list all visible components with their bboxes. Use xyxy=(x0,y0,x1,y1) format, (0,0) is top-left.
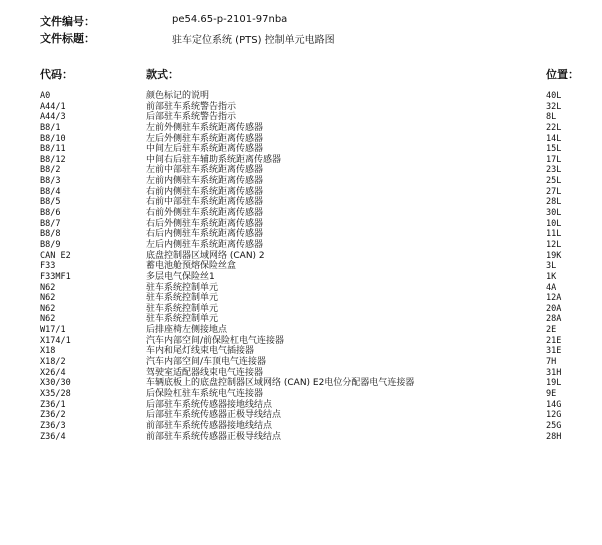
row-style: 后保险杠驻车系统电气连接器 xyxy=(146,388,264,399)
row-style: 汽车内部空间/前保险杠电气连接器 xyxy=(146,335,285,346)
table-row xyxy=(0,208,602,219)
row-position: 25G xyxy=(546,420,562,431)
row-style: 后排座椅左侧接地点 xyxy=(146,325,228,336)
table-row xyxy=(0,112,602,123)
row-style: 右前外侧驻车系统距离传感器 xyxy=(146,208,264,219)
row-position: 14L xyxy=(546,133,562,144)
row-position: 2E xyxy=(546,325,557,336)
row-position: 7H xyxy=(546,357,557,368)
table-row xyxy=(0,187,602,198)
row-code: B8/5 xyxy=(40,197,61,208)
row-position: 17L xyxy=(546,154,562,165)
row-code: B8/2 xyxy=(40,165,61,176)
row-style: 蓄电池舱预熔保险丝盒 xyxy=(146,261,237,272)
row-position: 32L xyxy=(546,101,562,112)
row-position: 19L xyxy=(546,378,562,389)
row-code: B8/4 xyxy=(40,186,61,197)
row-style: 右前中部驻车系统距离传感器 xyxy=(146,197,264,208)
row-style: 左后外侧驻车系统距离传感器 xyxy=(146,133,264,144)
row-style: 后部驻车系统传感器接地线结点 xyxy=(146,399,273,410)
row-code: F33MF1 xyxy=(40,271,71,282)
doc-title-label: 文件标题： xyxy=(40,32,95,45)
row-code: X18/2 xyxy=(40,357,66,368)
row-position: 19K xyxy=(546,250,562,261)
row-code: X174/1 xyxy=(40,335,71,346)
row-code: A0 xyxy=(40,91,51,101)
table-row xyxy=(0,421,602,432)
row-style: 左前中部驻车系统距离传感器 xyxy=(146,165,264,176)
row-code: A44/3 xyxy=(40,112,66,123)
row-position: 31E xyxy=(546,346,562,357)
header-style: 款式： xyxy=(146,68,179,81)
row-style: 驾驶室适配器线束电气连接器 xyxy=(146,367,264,378)
row-position: 28A xyxy=(546,314,562,325)
row-style: 右后内侧驻车系统距离传感器 xyxy=(146,229,264,240)
row-style: 驻车系统控制单元 xyxy=(146,282,219,293)
row-style: 右前内侧驻车系统距离传感器 xyxy=(146,186,264,197)
table-row xyxy=(0,165,602,176)
table-row xyxy=(0,134,602,145)
header-position: 位置： xyxy=(546,68,579,81)
row-position: 8L xyxy=(546,112,557,123)
row-style: 后部驻车系统警告指示 xyxy=(146,112,237,123)
row-style: 前部驻车系统传感器正极导线结点 xyxy=(146,431,282,442)
doc-number-row xyxy=(40,13,95,29)
row-position: 10L xyxy=(546,218,562,229)
row-style: 驻车系统控制单元 xyxy=(146,303,219,314)
row-code: Z36/2 xyxy=(40,410,66,421)
table-row xyxy=(0,346,602,357)
table-row xyxy=(0,102,602,113)
row-style: 左后内侧驻车系统距离传感器 xyxy=(146,239,264,250)
table-row xyxy=(0,410,602,421)
row-position: 12L xyxy=(546,239,562,250)
row-code: X26/4 xyxy=(40,367,66,378)
row-code: N62 xyxy=(40,293,56,304)
table-row xyxy=(0,283,602,294)
row-style: 驻车系统控制单元 xyxy=(146,314,219,325)
row-style: 中间右后驻车辅助系统距离传感器 xyxy=(146,154,282,165)
row-position: 20A xyxy=(546,303,562,314)
row-position: 28H xyxy=(546,431,562,442)
table-row xyxy=(0,144,602,155)
table-row xyxy=(0,229,602,240)
row-position: 25L xyxy=(546,176,562,187)
row-code: B8/10 xyxy=(40,133,66,144)
row-code: B8/3 xyxy=(40,176,61,187)
table-row xyxy=(0,240,602,251)
table-row xyxy=(0,314,602,325)
row-code: B8/7 xyxy=(40,218,61,229)
row-code: B8/11 xyxy=(40,144,66,155)
table-row xyxy=(0,357,602,368)
row-position: 30L xyxy=(546,208,562,219)
row-code: Z36/4 xyxy=(40,431,66,442)
row-code: B8/6 xyxy=(40,208,61,219)
table-row xyxy=(0,261,602,272)
table-row xyxy=(0,91,602,102)
row-style: 左前内侧驻车系统距离传感器 xyxy=(146,176,264,187)
row-code: W17/1 xyxy=(40,325,66,336)
table-row xyxy=(0,304,602,315)
table-row xyxy=(0,197,602,208)
row-code: CAN E2 xyxy=(40,250,71,261)
component-table xyxy=(0,91,602,442)
row-style: 驻车系统控制单元 xyxy=(146,293,219,304)
row-position: 21E xyxy=(546,335,562,346)
row-position: 22L xyxy=(546,122,562,133)
row-code: X18 xyxy=(40,346,56,357)
row-position: 4A xyxy=(546,282,557,293)
row-position: 9E xyxy=(546,388,557,399)
row-style: 多层电气保险丝1 xyxy=(146,271,215,282)
row-style: 中间左后驻车系统距离传感器 xyxy=(146,144,264,155)
row-style: 车辆底板上的底盘控制器区域网络 (CAN) E2电位分配器电气连接器 xyxy=(146,378,415,389)
row-code: N62 xyxy=(40,282,56,293)
table-row xyxy=(0,293,602,304)
row-style: 底盘控制器区域网络 (CAN) 2 xyxy=(146,250,265,261)
table-row xyxy=(0,251,602,262)
row-position: 23L xyxy=(546,165,562,176)
table-row xyxy=(0,336,602,347)
table-row xyxy=(0,325,602,336)
row-style: 汽车内部空间/车顶电气连接器 xyxy=(146,357,267,368)
row-style: 车内和尾灯线束电气插接器 xyxy=(146,346,255,357)
row-code: Z36/1 xyxy=(40,399,66,410)
table-row xyxy=(0,400,602,411)
row-position: 15L xyxy=(546,144,562,155)
row-position: 40L xyxy=(546,91,562,101)
table-row xyxy=(0,123,602,134)
header-code: 代码： xyxy=(40,68,73,81)
doc-title-value: 驻车定位系统 (PTS) 控制单元电路图 xyxy=(172,35,335,46)
doc-number-label: 文件编号： xyxy=(40,15,95,28)
row-code: A44/1 xyxy=(40,101,66,112)
doc-title-row xyxy=(40,30,95,46)
row-position: 12A xyxy=(546,293,562,304)
row-code: N62 xyxy=(40,314,56,325)
row-position: 31H xyxy=(546,367,562,378)
table-row xyxy=(0,155,602,166)
row-position: 14G xyxy=(546,399,562,410)
row-position: 28L xyxy=(546,197,562,208)
row-position: 27L xyxy=(546,186,562,197)
row-code: B8/1 xyxy=(40,122,61,133)
row-code: B8/8 xyxy=(40,229,61,240)
row-style: 前部驻车系统警告指示 xyxy=(146,101,237,112)
table-row xyxy=(0,176,602,187)
row-code: B8/12 xyxy=(40,154,66,165)
table-row xyxy=(0,368,602,379)
table-row xyxy=(0,272,602,283)
row-code: B8/9 xyxy=(40,239,61,250)
table-row xyxy=(0,378,602,389)
row-code: X35/28 xyxy=(40,388,71,399)
table-row xyxy=(0,219,602,230)
row-code: F33 xyxy=(40,261,56,272)
table-row xyxy=(0,389,602,400)
row-style: 左前外侧驻车系统距离传感器 xyxy=(146,122,264,133)
row-code: N62 xyxy=(40,303,56,314)
row-position: 12G xyxy=(546,410,562,421)
row-position: 11L xyxy=(546,229,562,240)
table-row xyxy=(0,432,602,443)
row-style: 右后外侧驻车系统距离传感器 xyxy=(146,218,264,229)
row-position: 1K xyxy=(546,271,557,282)
row-style: 颜色标记的说明 xyxy=(146,91,210,101)
row-style: 前部驻车系统传感器接地线结点 xyxy=(146,420,273,431)
row-code: X30/30 xyxy=(40,378,71,389)
row-code: Z36/3 xyxy=(40,420,66,431)
row-position: 3L xyxy=(546,261,557,272)
doc-number-value: pe54.65-p-2101-97nba xyxy=(172,14,288,25)
row-style: 后部驻车系统传感器正极导线结点 xyxy=(146,410,282,421)
